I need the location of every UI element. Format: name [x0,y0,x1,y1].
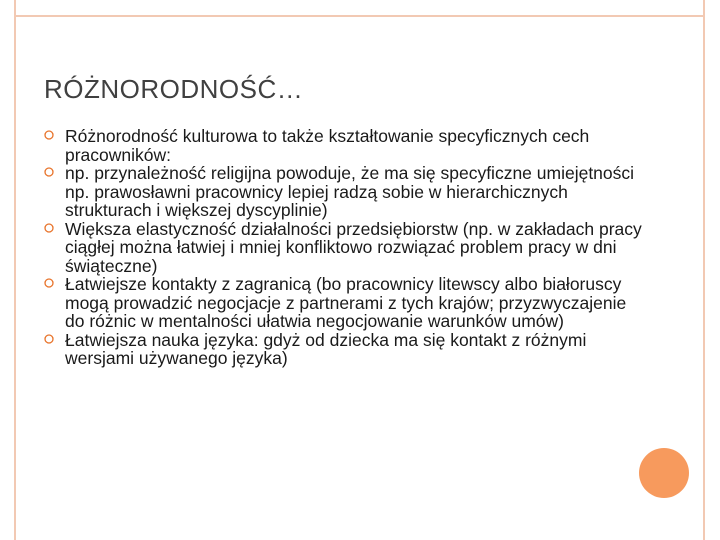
circle-outline-icon [44,130,54,140]
circle-outline-icon [44,167,54,177]
bullet-list [44,127,644,368]
circle-outline-icon [44,334,54,344]
circle-outline-icon [44,278,54,288]
slide-border-top [14,15,705,17]
bullet-text: Łatwiejsza nauka języka: gdyż od dziecka ma się kontakt z różnymi wersjami używanego języka) [65,329,587,368]
bullet-item [44,275,644,331]
bullet-text: np. przynależność religijna powoduje, że ma się specyficzne umiejętności np. prawosławni pracownicy lepiej radzą sobie w hierarchicznych strukturach i większej dyscyplinie) [65,163,635,220]
bullet-text: Większa elastyczność działalności przedsiębiorstw (np. w zakładach pracy ciągłej można łatwiej i mniej konfliktowo rozwiązać problem pracy w dni świąteczne) [65,218,642,276]
bullet-item [44,164,644,220]
bullet-item [44,331,644,368]
slide-border-left [14,0,16,540]
bullet-item [44,127,644,164]
bullet-text: Łatwiejsze kontakty z zagranicą (bo pracownicy litewscy albo białoruscy mogą prowadzić negocjacje z partnerami z tych krajów; przyzwyczajenie do różnic w mentalności ułatwia negocjowanie warunków umów) [65,274,627,331]
bullet-text: Różnorodność kulturowa to także kształtowanie specyficznych cech pracowników: [65,126,590,165]
slide-border-right [703,0,705,540]
bullet-item [44,220,644,276]
decorative-circle [639,448,689,498]
circle-outline-icon [44,223,54,233]
slide-title: RÓŻNORODNOŚĆ… [44,74,304,104]
